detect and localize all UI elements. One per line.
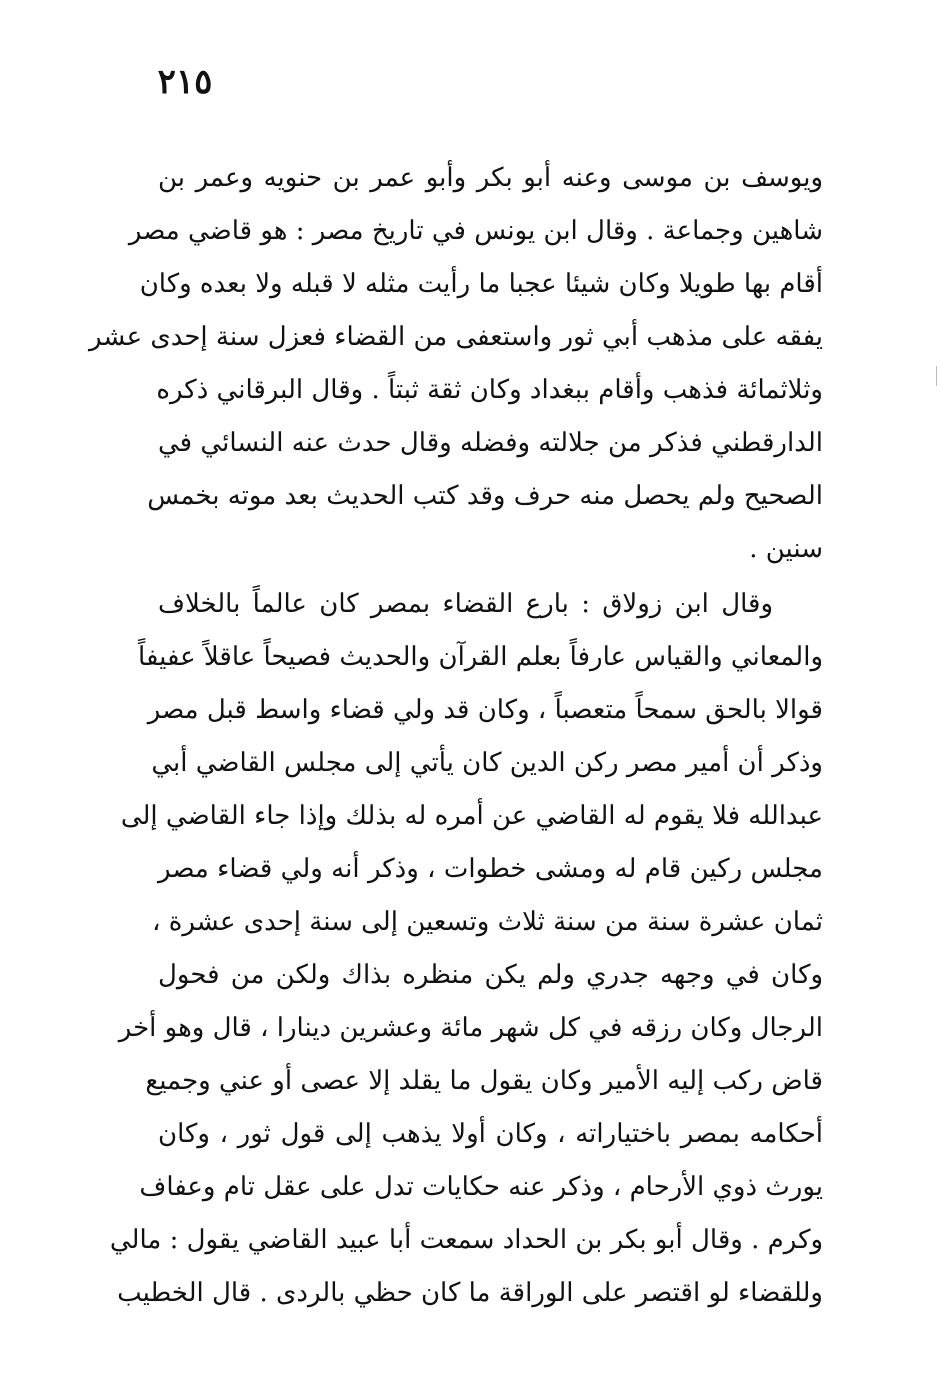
text-line: وقال ابن زولاق : بارع القضاء بمصر كان عالماً بالخلاف: [158, 589, 773, 619]
paragraph-2: [109, 578, 823, 1320]
text-line: ثمان عشرة سنة من سنة ثلاث وتسعين إلى سنة إحدى عشرة ،: [152, 907, 823, 937]
text-line: أقام بها طويلا وكان شيئا عجبا ما رأيت مثله لا قبله ولا بعده وكان: [139, 269, 823, 299]
text-line: سنين .: [749, 534, 823, 564]
text-line: الصحيح ولم يحصل منه حرف وقد كتب الحديث بعد موته بخمس: [147, 481, 823, 511]
text-line: يفقه على مذهب أبي ثور واستعفى من القضاء فعزل سنة إحدى عشر: [89, 322, 823, 352]
text-line: وكرم . وقال أبو بكر بن الحداد سمعت أبا عبيد القاضي يقول : مالي: [109, 1225, 823, 1255]
text-line: وثلاثمائة فذهب وأقام ببغداد وكان ثقة ثبتاً . وقال البرقاني ذكره: [156, 375, 823, 405]
text-line: ويوسف بن موسى وعنه أبو بكر وأبو عمر بن حنويه وعمر بن: [158, 163, 823, 193]
text-line: وذكر أن أمير مصر ركن الدين كان يأتي إلى مجلس القاضي أبي: [151, 748, 823, 778]
page-edge-mark: [936, 366, 941, 386]
paragraph-1: [89, 152, 823, 576]
text-line: مجلس ركين قام له ومشى خطوات ، وذكر أنه ولي قضاء مصر: [158, 854, 823, 884]
text-line: والمعاني والقياس عارفاً بعلم القرآن والحديث فصيحاً عاقلاً عفيفاً: [138, 642, 823, 672]
text-line: شاهين وجماعة . وقال ابن يونس في تاريخ مصر : هو قاضي مصر: [128, 216, 823, 246]
text-line: وكان في وجهه جدري ولم يكن منظره بذاك ولكن من فحول: [158, 960, 823, 990]
text-line: وللقضاء لو اقتصر على الوراقة ما كان حظي بالردى . قال الخطيب: [117, 1278, 823, 1308]
page-number: ٢١٥: [157, 62, 213, 102]
text-line: قاض ركب إليه الأمير وكان يقول ما يقلد إلا عصى أو عني وجميع: [145, 1066, 823, 1096]
text-line: الرجال وكان رزقه في كل شهر مائة وعشرين دينارا ، قال وهو أخر: [118, 1013, 823, 1043]
text-line: أحكامه بمصر باختياراته ، وكان أولا يذهب إلى قول ثور ، وكان: [158, 1119, 823, 1149]
text-line: قوالا بالحق سمحاً متعصباً ، وكان قد ولي قضاء واسط قبل مصر: [147, 695, 823, 725]
text-line: الدارقطني فذكر من جلالته وفضله وقال حدث عنه النسائي في: [158, 428, 823, 458]
text-line: عبدالله فلا يقوم له القاضي عن أمره له بذلك وإذا جاء القاضي إلى: [120, 801, 823, 831]
text-line: يورث ذوي الأرحام ، وذكر عنه حكايات تدل على عقل تام وعفاف: [139, 1172, 823, 1202]
